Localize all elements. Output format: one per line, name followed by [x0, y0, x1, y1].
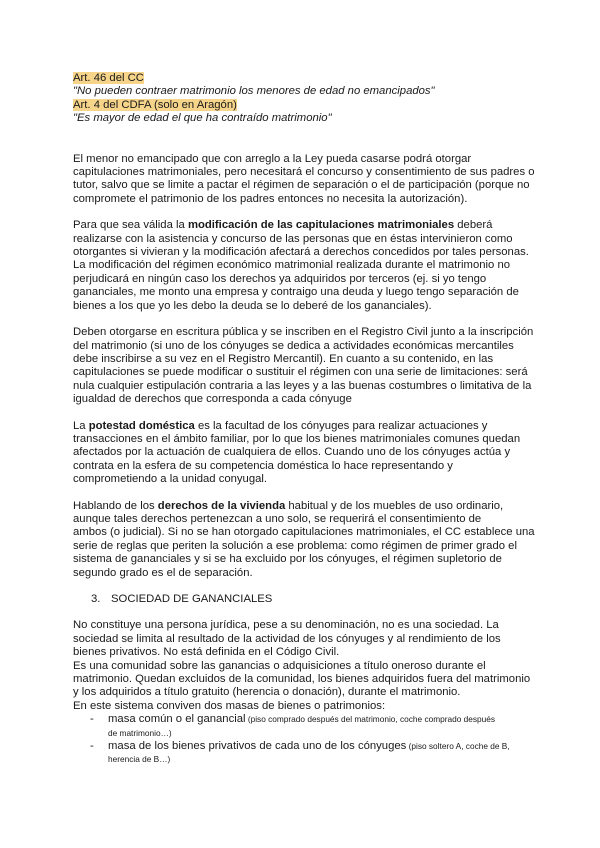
text-line: Es una comunidad sobre las ganancias o adquisiciones a título oneroso durante el [73, 659, 486, 672]
section-number: 3. [91, 593, 101, 605]
text-line: afectados por la actuación de cualquiera de ellos. Cuando uno de los cónyuges actúa y [73, 446, 511, 459]
text-line: bienes a los que yo les debo la deuda se lo deberé de los gananciales). [73, 299, 432, 312]
text-line: gananciales, me monto una empresa y contraigo una deuda y luego tengo separación de [73, 286, 519, 299]
paragraph-housing-rights: Hablando de los derechos de la vivienda habitual y de los muebles de uso ordinario, aunque tales derechos pertenezcan a uno solo, se requerirá el consentimiento de ambos (o judicial). Si no se han otorgado capitulaciones matrimoniales, el CC establece una serie de reglas que periten la solución a ese problema: como régimen de primer grado el sistema de gananciales y si se ha excluido por los cónyuges, el régimen supletorio de segundo grado es el de separación. [73, 500, 540, 580]
text-line: ambos (o judicial). Si no se han otorgado capitulaciones matrimoniales, el CC establece una [73, 526, 535, 539]
list-item: - masa de los bienes privativos de cada uno de los cónyuges (piso soltero A, coche de B, herencia de B…) [90, 740, 510, 765]
text-line: La modificación del régimen económico matrimonial realizada durante el matrimonio no [73, 259, 511, 272]
bold-term: modificación de las capitulaciones matrimoniales [187, 219, 455, 232]
text-line: segundo grado es el de separación. [73, 566, 253, 579]
section-title: SOCIEDAD DE GANANCIALES [111, 593, 273, 605]
text-line: compromete el patrimonio de los padres entonces no necesita la autorización). [73, 192, 468, 205]
list-item: - masa común o el ganancial (piso comprado después del matrimonio, coche comprado después de matrimonio…) [90, 713, 496, 738]
text-line: realizarse con la asistencia y concurso de las personas que en éstas intervinieron como [73, 232, 513, 245]
text-line: comprometiendo a la unidad conyugal. [73, 473, 268, 486]
text-line: matrimonio. Quedan excluidos de la comunidad, los bienes adquiridos fuera del matrimonio [73, 673, 531, 686]
text-line: del matrimonio (si uno de los cónyuges se dedica a actividades económicas mercantiles [73, 339, 514, 352]
patrimony-list [73, 713, 540, 767]
text-line: Deben otorgarse en escritura pública y se inscriben en el Registro Civil junto a la inscripción [73, 326, 534, 339]
list-dash: - [90, 713, 94, 726]
text-line: nula cualquier estipulación contraria a las leyes y a las buenas costumbres o limitativa de la [73, 379, 532, 392]
bold-term: derechos de la vivienda [157, 499, 286, 512]
paragraph-gananciales [73, 619, 540, 713]
text-line: bienes privativos. No está definida en el Código Civil. [73, 646, 340, 659]
paragraph-domestic-power: La potestad doméstica es la facultad de los cónyuges para realizar actuaciones y transacciones en el ámbito familiar, por lo que los bienes matrimoniales comunes quedan afectados por la actuación de cualquiera de ellos. Cuando uno de los cónyuges actúa y contrata en la esfera de su competencia doméstica lo hace representando y comprometiendo a la unidad conyugal. [73, 420, 540, 487]
section-heading [73, 593, 540, 606]
article-46-quote: "No pueden contraer matrimonio los menores de edad no emancipados" [73, 85, 435, 98]
paragraph-modification: Para que sea válida la modificación de las capitulaciones matrimoniales deberá realizarse con la asistencia y concurso de las personas que en éstas intervinieron como otorgantes si vivieran y la modificación afectará a derechos concedidos por tales personas. La modificación del régimen económico matrimonial realizada durante el matrimonio no perjudicará en ningún caso los derechos ya adquiridos por terceros (ej. si yo tengo gananciales, me monto una empresa y contraigo una deuda y luego tengo separación de bienes a los que yo les debo la deuda se lo deberé de los gananciales). [73, 219, 540, 313]
article-46-reference: Art. 46 del CC [73, 72, 144, 84]
bold-term: potestad doméstica [88, 419, 195, 432]
text-line: No constituye una persona jurídica, pese a su denominación, no es una sociedad. La [73, 619, 499, 632]
text-line: sociedad se limita al resultado de la actividad de los cónyuges y al rendimiento de los [73, 632, 501, 645]
list-dash: - [90, 740, 94, 753]
article-4-quote: "Es mayor de edad el que ha contraído matrimonio" [73, 112, 332, 125]
text-line: sistema de gananciales y si se ha excluido por los cónyuges, el régimen supletorio de [73, 553, 502, 566]
text-line: perjudicará en ningún caso los derechos ya adquiridos por terceros (ej. si yo tengo [73, 272, 487, 285]
article-4-reference: Art. 4 del CDFA (solo en Aragón) [73, 98, 237, 111]
text-line: tutor, salvo que se limite a pactar el régimen de separación o el de participación (porque no [73, 179, 530, 192]
text-line: capitulaciones matrimoniales, pero necesitará el concurso y consentimiento de sus padres o [73, 166, 535, 179]
text-line: igualdad de derechos que corresponda a cada cónyuge [73, 393, 352, 406]
text-line: En este sistema conviven dos masas de bienes o patrimonios: [73, 699, 386, 712]
text-line: serie de reglas que periten la solución a ese problema: como régimen de primer grado el [73, 539, 517, 552]
paragraph-minor-capitulations [73, 153, 540, 207]
legal-references [73, 72, 540, 126]
text-line: contrata en la esfera de su competencia doméstica lo hace representando y [73, 459, 453, 472]
text-line: transacciones en el ámbito familiar, por lo que los bienes matrimoniales comunes quedan [73, 432, 521, 445]
paragraph-registration [73, 326, 540, 406]
text-line: aunque tales derechos pertenezcan a uno solo, se requerirá el consentimiento de [73, 512, 482, 525]
text-line: debe inscribirse a su vez en el Registro Mercantil). En cuanto a su contenido, en las [73, 352, 494, 365]
text-line: capitulaciones se puede modificar o sustituir el régimen con una serie de limitaciones: será [73, 366, 528, 379]
text-line: otorgantes si vivieran y la modificación afectará a derechos concedidos por tales personas. [73, 246, 529, 259]
text-line: El menor no emancipado que con arreglo a la Ley pueda casarse podrá otorgar [73, 152, 472, 165]
text-line: y los adquiridos a título gratuito (herencia o donación), durante el matrimonio. [73, 686, 461, 699]
